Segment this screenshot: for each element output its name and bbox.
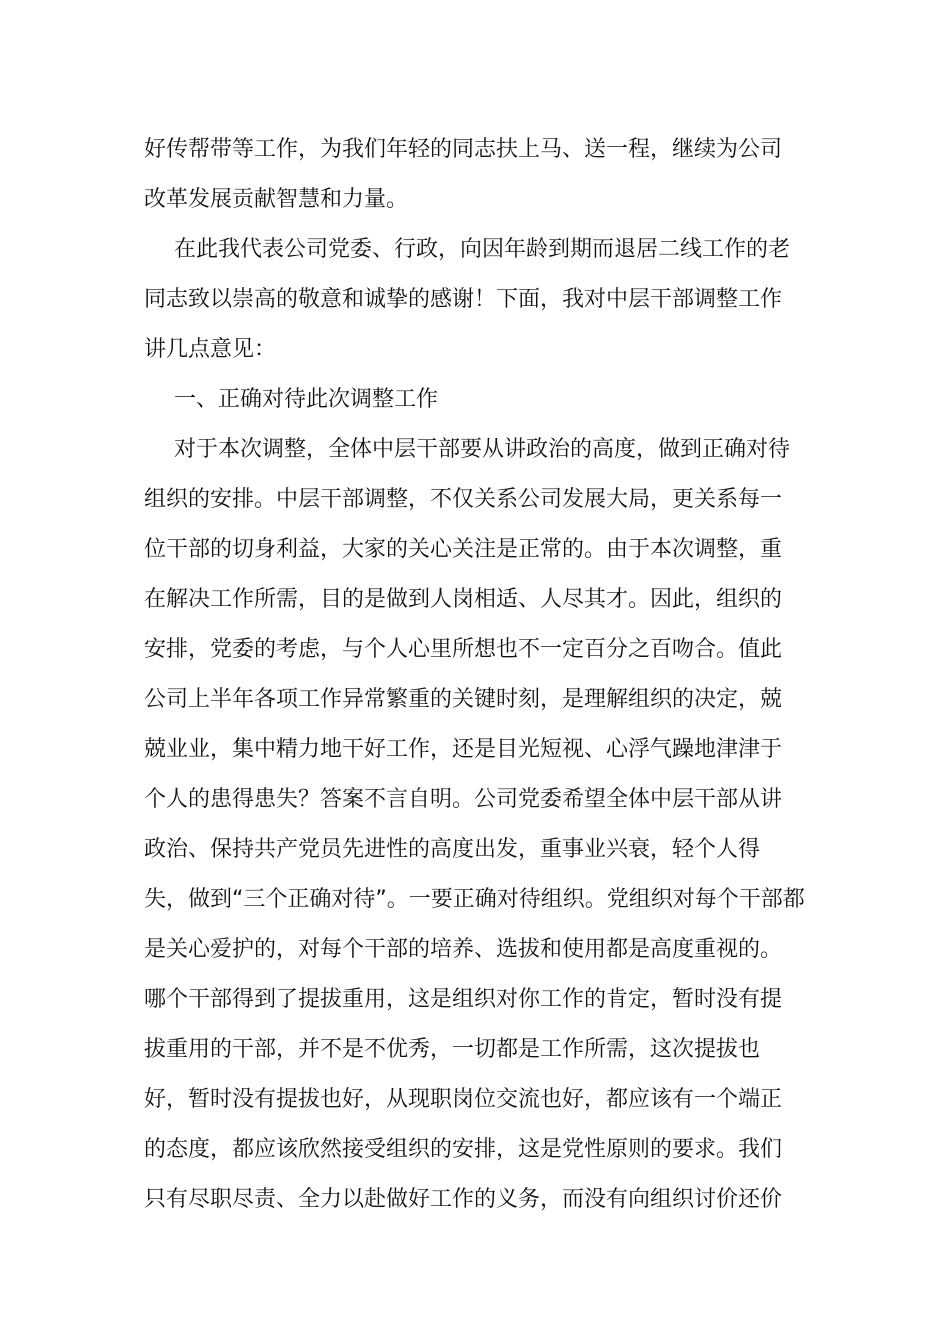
text-line: 是关心爱护的，对每个干部的培养、选拔和使用都是高度重视的。 bbox=[144, 937, 783, 962]
text-line: 个人的患得患失？答案不言自明。公司党委希望全体中层干部从讲 bbox=[144, 787, 783, 812]
paragraph-first-line: 对于本次调整，全体中层干部要从讲政治的高度，做到正确对待 bbox=[174, 437, 791, 462]
text-line: 位干部的切身利益，大家的关心关注是正常的。由于本次调整，重 bbox=[144, 537, 783, 562]
text-line: 哪个干部得到了提拔重用，这是组织对你工作的肯定，暂时没有提 bbox=[144, 987, 783, 1012]
text-line: 好，暂时没有提拔也好，从现职岗位交流也好，都应该有一个端正 bbox=[144, 1087, 783, 1112]
text-line: 的态度，都应该欣然接受组织的安排，这是党性原则的要求。我们 bbox=[144, 1137, 783, 1162]
text-line: 好传帮带等工作，为我们年轻的同志扶上马、送一程，继续为公司 bbox=[144, 137, 783, 162]
body-text bbox=[144, 125, 814, 1225]
text-line: 安排，党委的考虑，与个人心里所想也不一定百分之百吻合。值此 bbox=[144, 637, 783, 662]
text-line: 组织的安排。中层干部调整，不仅关系公司发展大局，更关系每一 bbox=[144, 487, 783, 512]
text-line: 公司上半年各项工作异常繁重的关键时刻，是理解组织的决定，兢 bbox=[144, 687, 783, 712]
text-line: 拔重用的干部，并不是不优秀，一切都是工作所需，这次提拔也 bbox=[144, 1037, 761, 1062]
text-line: 兢业业，集中精力地干好工作，还是目光短视、心浮气躁地津津于 bbox=[144, 737, 783, 762]
text-line: 只有尽职尽责、全力以赴做好工作的义务，而没有向组织讨价还价 bbox=[144, 1187, 783, 1212]
section-heading: 一、正确对待此次调整工作 bbox=[174, 387, 439, 412]
text-line: 失，做到“三个正确对待”。一要正确对待组织。党组织对每个干部都 bbox=[144, 887, 805, 912]
text-line: 同志致以崇高的敬意和诚挚的感谢！下面，我对中层干部调整工作 bbox=[144, 287, 783, 312]
text-line: 讲几点意见： bbox=[144, 337, 277, 362]
text-line: 政治、保持共产党员先进性的高度出发，重事业兴衰，轻个人得 bbox=[144, 837, 761, 862]
text-line: 在解决工作所需，目的是做到人岗相适、人尽其才。因此，组织的 bbox=[144, 587, 783, 612]
text-line: 改革发展贡献智慧和力量。 bbox=[144, 187, 409, 212]
paragraph-first-line: 在此我代表公司党委、行政，向因年龄到期而退居二线工作的老 bbox=[174, 237, 791, 262]
